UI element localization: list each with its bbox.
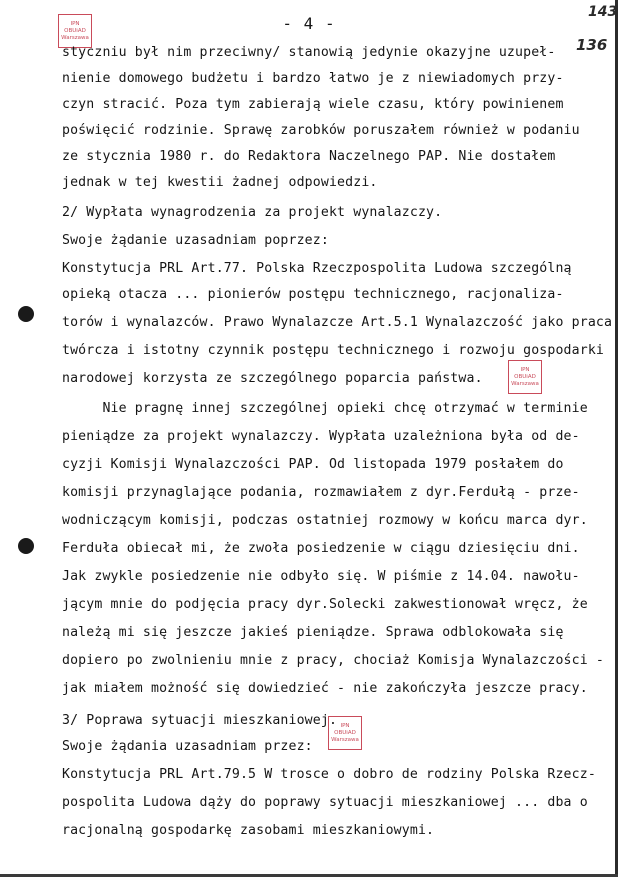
section-heading: 2/ Wypłata wynagrodzenia za projekt wynalazczy. [62,205,443,220]
section-heading: 3/ Poprawa sytuacji mieszkaniowej. [62,713,338,728]
text-line: pospolita Ludowa dąży do poprawy sytuacji mieszkaniowej ... dba o [62,795,588,810]
ipn-stamp: IPN OBUiAD Warszawa [328,716,362,750]
text-line: torów i wynalazców. Prawo Wynalazcze Art.5.1 Wynalazczość jako praca [62,315,613,330]
text-line: nienie domowego budżetu i bardzo łatwo je z niewiadomych przy- [62,71,564,86]
text-line: Jak zwykle posiedzenie nie odbyło się. W piśmie z 14.04. nawołu- [62,569,580,584]
text-line: styczniu był nim przeciwny/ stanowią jedynie okazyjne uzupeł- [62,45,556,60]
text-line: Ferduła obiecał mi, że zwoła posiedzenie w ciągu dziesięciu dni. [62,541,580,556]
text-line: należą mi się jeszcze jakieś pieniądze. Sprawa odblokowała się [62,625,564,640]
text-line: Swoje żądanie uzasadniam poprzez: [62,233,329,248]
text-line: jak miałem możność się dowiedzieć - nie zakończyła jeszcze pracy. [62,681,588,696]
text-line: Konstytucja PRL Art.79.5 W trosce o dobro de rodziny Polska Rzecz- [62,767,596,782]
text-line: Konstytucja PRL Art.77. Polska Rzeczpospolita Ludowa szczególną [62,261,572,276]
text-line: narodowej korzysta ze szczególnego poparcia państwa. [62,371,483,386]
text-line: wodniczącym komisji, podczas ostatniej rozmowy w końcu marca dyr. [62,513,588,528]
text-line: jednak w tej kwestii żadnej odpowiedzi. [62,175,378,190]
text-line: opieką otacza ... pionierów postępu technicznego, racjonaliza- [62,287,564,302]
text-line: czyn stracić. Poza tym zabierają wiele czasu, który powinienem [62,97,564,112]
handwritten-folio: 136 [576,36,608,54]
page-number: - 4 - [282,14,336,33]
text-line: komisji przynaglające podania, rozmawiałem z dyr.Ferdułą - prze- [62,485,580,500]
text-line: cyzji Komisji Wynalazczości PAP. Od listopada 1979 posłałem do [62,457,564,472]
punch-hole [18,538,34,554]
text-line: poświęcić rodzinie. Sprawę zarobków poruszałem również w podaniu [62,123,580,138]
punch-hole [18,306,34,322]
handwritten-folio-top: 143 [588,4,618,20]
text-line: twórcza i istotny czynnik postępu technicznego i rozwoju gospodarki [62,343,604,358]
text-line: ze stycznia 1980 r. do Redaktora Naczelnego PAP. Nie dostałem [62,149,556,164]
ipn-stamp: IPN OBUiAD Warszawa [508,360,542,394]
text-line: pieniądze za projekt wynalazczy. Wypłata uzależniona była od de- [62,429,580,444]
text-line: racjonalną gospodarkę zasobami mieszkaniowymi. [62,823,435,838]
ipn-stamp: IPN OBUiAD Warszawa [58,14,92,48]
text-line: dopiero po zwolnieniu mnie z pracy, chociaż Komisja Wynalazczości - [62,653,604,668]
text-line: Swoje żądania uzasadniam przez: [62,739,313,754]
text-line: jącym mnie do podjęcia pracy dyr.Solecki zakwestionował wręcz, że [62,597,588,612]
text-line: Nie pragnę innej szczególnej opieki chcę otrzymać w terminie [62,401,588,416]
